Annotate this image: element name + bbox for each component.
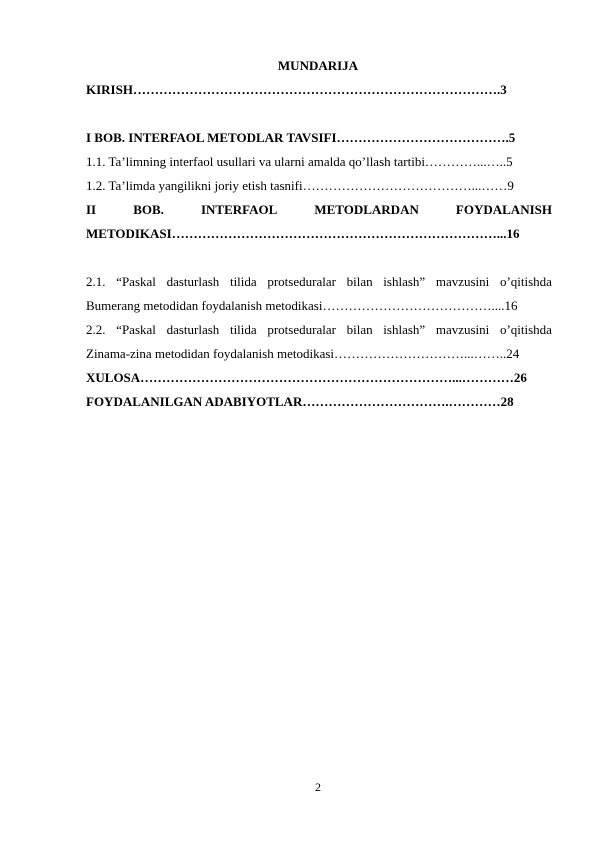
toc-word: dasturlash <box>166 274 220 289</box>
toc-word: tilida <box>229 322 257 337</box>
toc-entry-adabiyotlar: FOYDALANILGAN ADABIYOTLAR…………………………….…………28 <box>86 394 514 409</box>
toc-word: o’qitishda <box>499 322 552 337</box>
toc-entry-1-1: 1.1. Ta’limning interfaol usullari va ularni amalda qo’llash tartibi…………...…..5 <box>86 154 513 169</box>
toc-entry-2-2-line-2: Zinama-zina metodidan foydalanish metodikasi…………………………...……..24 <box>86 346 520 361</box>
toc-word: 2.2. <box>86 322 106 337</box>
toc-word: BOB. <box>133 202 164 217</box>
toc-word: mavzusini <box>435 274 490 289</box>
toc-entry-xulosa: XULOSA………………………………………………………………...…………26 <box>86 370 527 385</box>
toc-entry-bob-2-line-1 <box>86 202 552 218</box>
toc-word: mavzusini <box>435 322 490 337</box>
toc-word: dasturlash <box>166 322 220 337</box>
toc-entry-bob-2-line-2: METODIKASI…………………………………………………………………...16 <box>86 226 520 241</box>
page-number: 2 <box>315 780 321 794</box>
toc-entry-2-1-line-1 <box>86 274 552 290</box>
toc-entry-1-2: 1.2. Ta’limda yangilikni joriy etish tasnifi…………………………………...……9 <box>86 178 514 193</box>
toc-entry-bob-1: I BOB. INTERFAOL METODLAR TAVSIFI………………………………….5 <box>86 130 516 145</box>
toc-word: tilida <box>229 274 257 289</box>
toc-entry-kirish: KIRISH………………………………………………………………………….3 <box>86 82 507 97</box>
toc-word: bilan <box>346 322 373 337</box>
toc-entry-2-1-line-2: Bumerang metodidan foydalanish metodikasi…………………………………....16 <box>86 298 518 313</box>
toc-word: “Paskal <box>116 322 156 337</box>
toc-word: bilan <box>346 274 373 289</box>
toc-entry-2-2-line-1 <box>86 322 552 338</box>
toc-word: ishlash” <box>383 274 426 289</box>
toc-word: “Paskal <box>116 274 156 289</box>
toc-word: protseduralar <box>267 274 336 289</box>
toc-word: INTERFAOL <box>200 202 278 217</box>
page-title: MUNDARIJA <box>277 58 359 73</box>
toc-word: protseduralar <box>267 322 336 337</box>
toc-word: FOYDALANISH <box>455 202 552 217</box>
toc-word: ishlash” <box>383 322 426 337</box>
toc-word: II <box>86 202 97 217</box>
toc-word: 2.1. <box>86 274 106 289</box>
toc-word: o’qitishda <box>499 274 552 289</box>
toc-word: METODLARDAN <box>314 202 419 217</box>
